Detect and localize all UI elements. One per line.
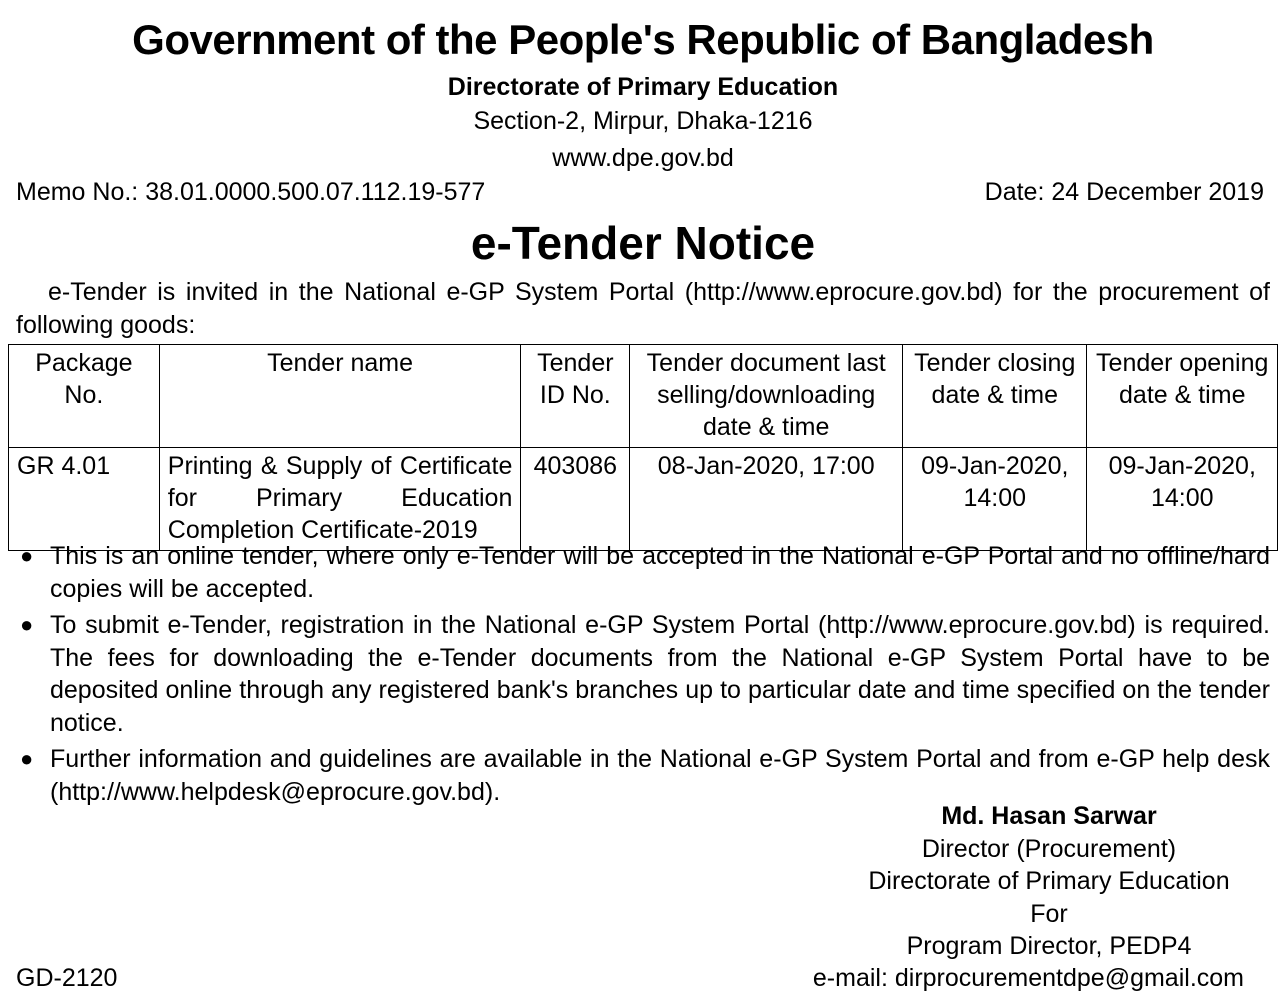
header-package-no: Package No. xyxy=(9,345,160,448)
signatory-on-behalf: Program Director, PEDP4 xyxy=(906,932,1192,960)
intro-paragraph: e-Tender is invited in the National e-GP System Portal (http://www.eprocure.gov.bd) for the procurement of following goods: xyxy=(16,278,1270,339)
tender-table xyxy=(8,344,1278,551)
office-address: Section-2, Mirpur, Dhaka-1216 xyxy=(473,107,813,135)
header-opening: Tender opening date & time xyxy=(1087,345,1278,448)
cell-tender-name: Printing & Supply of Certificate for Primary Education Completion Certificate-2019 xyxy=(159,448,521,551)
contact-email[interactable]: e-mail: dirprocurementdpe@gmail.com xyxy=(812,964,1244,992)
header-tender-name: Tender name xyxy=(159,345,521,448)
signatory-for: For xyxy=(1030,899,1068,928)
list-item xyxy=(16,743,1270,808)
cell-closing: 09-Jan-2020, 14:00 xyxy=(903,448,1087,551)
bullet-icon: ● xyxy=(20,612,34,637)
header-tender-id: Tender ID No. xyxy=(521,345,630,448)
memo-number: Memo No.: 38.01.0000.500.07.112.19-577 xyxy=(16,178,486,206)
list-item-text: This is an online tender, where only e-Tender will be accepted in the National e-GP Portal and no offline/hard copies will be accepted. xyxy=(50,542,1270,603)
government-title: Government of the People's Republic of Bangladesh xyxy=(132,16,1154,63)
list-item-text: Further information and guidelines are available in the National e-GP System Portal and from e-GP help desk (http://www.helpdesk@eprocure.gov.bd). xyxy=(50,745,1270,806)
website-link[interactable]: www.dpe.gov.bd xyxy=(552,144,734,172)
cell-last-selling: 08-Jan-2020, 17:00 xyxy=(630,448,903,551)
terms-list xyxy=(16,540,1270,812)
bullet-icon: ● xyxy=(20,543,34,568)
signatory-office: Directorate of Primary Education xyxy=(868,867,1230,895)
table-row xyxy=(9,448,1278,551)
notice-date: Date: 24 December 2019 xyxy=(984,178,1264,206)
notice-title: e-Tender Notice xyxy=(470,217,816,269)
table-header-row xyxy=(9,345,1278,448)
signature-block xyxy=(830,800,1268,963)
directorate-name: Directorate of Primary Education xyxy=(447,73,839,101)
list-item-text: To submit e-Tender, registration in the National e-GP System Portal (http://www.eprocure.gov.bd) is required. The fees for downloading the e-Tender documents from the National e-GP System Portal have to be deposited online through any registered bank's branches up to particular date and time specified on the tender notice. xyxy=(50,611,1270,737)
header-last-selling: Tender document last selling/downloading date & time xyxy=(630,345,903,448)
signatory-designation: Director (Procurement) xyxy=(921,834,1177,863)
cell-package-no: GR 4.01 xyxy=(9,448,160,551)
bullet-icon: ● xyxy=(20,746,34,771)
list-item xyxy=(16,609,1270,739)
gd-code: GD-2120 xyxy=(16,964,118,992)
cell-tender-id: 403086 xyxy=(521,448,630,551)
list-item xyxy=(16,540,1270,605)
cell-opening: 09-Jan-2020, 14:00 xyxy=(1087,448,1278,551)
signatory-name: Md. Hasan Sarwar xyxy=(941,802,1157,830)
header-closing: Tender closing date & time xyxy=(903,345,1087,448)
